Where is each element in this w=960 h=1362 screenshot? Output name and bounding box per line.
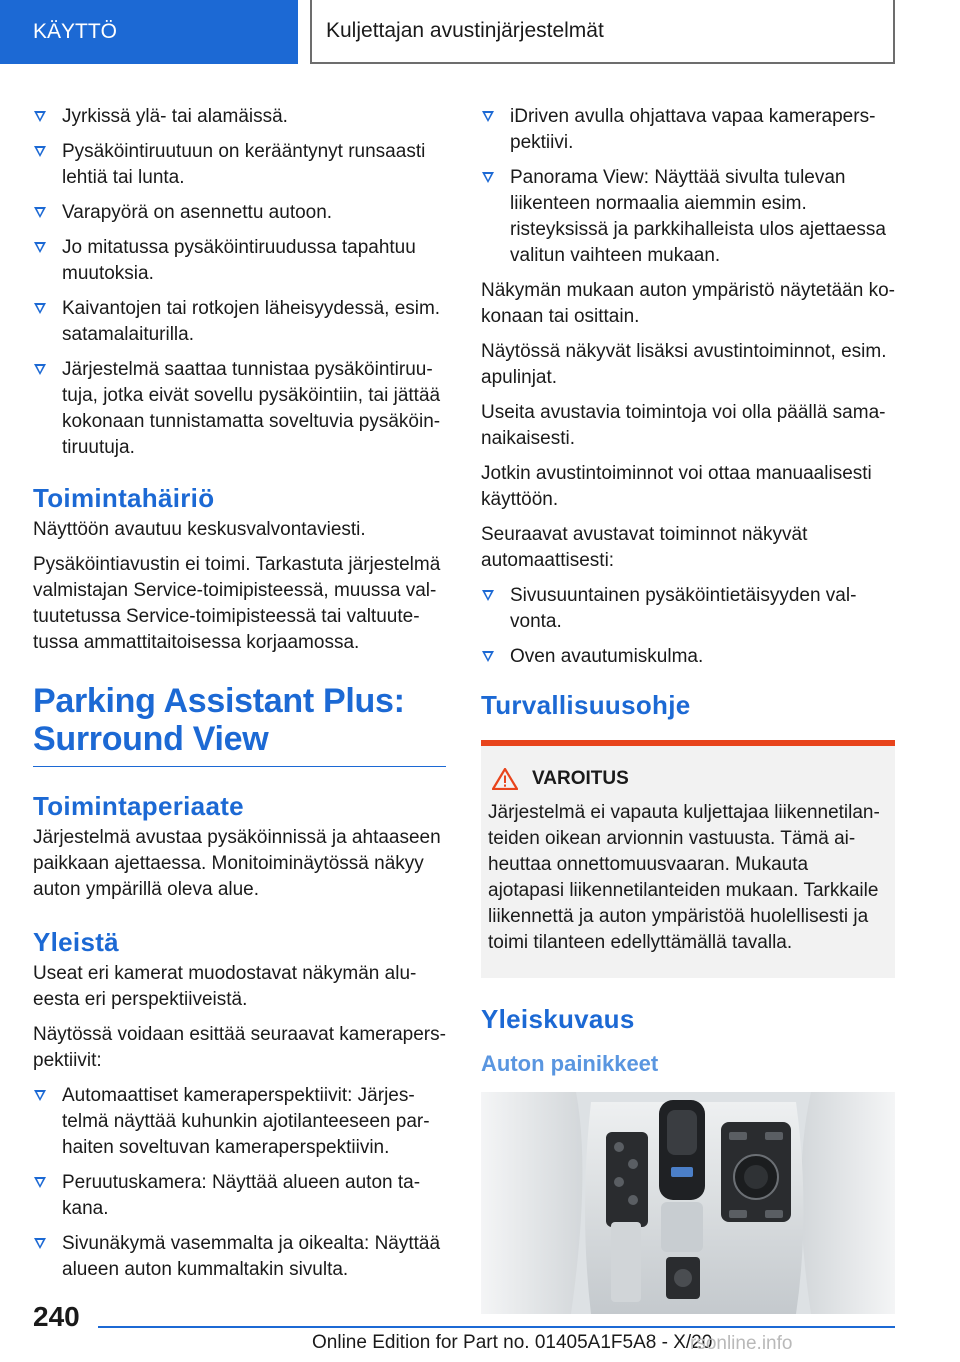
principle-text: Järjestelmä avustaa pysäköinnissä ja ahtaaseen paikkaan ajettaessa. Monitoiminäytössä näkyy auton ympärillä oleva alue. — [33, 827, 441, 900]
principle-heading: Toimintaperiaate — [33, 791, 244, 821]
warning-triangle-icon — [492, 768, 518, 790]
malfunction-heading: Toimintahäiriö — [33, 483, 215, 513]
list-item — [33, 357, 446, 461]
malfunction-text-1: Näyttöön avautuu keskusvalvontaviesti. — [33, 519, 366, 540]
buttons-heading: Auton painikkeet — [481, 1051, 659, 1076]
section-heading: Parking Assistant Plus: Surround View — [33, 682, 446, 767]
bullet-triangle-icon — [482, 111, 494, 122]
bullet-triangle-icon — [34, 364, 46, 375]
left-column — [33, 104, 446, 1292]
bullet-text: Varapyörä on asennettu autoon. — [62, 202, 333, 223]
right-text-3: Useita avustavia toimintoja voi olla päällä samanaikaisesti. — [481, 402, 886, 449]
right-text-2: Näytössä näkyvät lisäksi avustintoiminnot, esim. apulinjat. — [481, 341, 887, 388]
list-item — [33, 235, 446, 287]
safety-heading: Turvallisuusohje — [481, 690, 691, 720]
general-heading: Yleistä — [33, 927, 119, 957]
bullet-list-conditions — [33, 104, 446, 461]
bullet-triangle-icon — [34, 111, 46, 122]
bullet-triangle-icon — [34, 1177, 46, 1188]
bullet-text: Sivunäkymä vasemmalta ja oikealta: Näyttää alueen auton kummaltakin sivulta. — [62, 1233, 441, 1280]
bullet-list-perspectives-cont — [481, 104, 895, 269]
footer-edition: Online Edition for Part no. 01405A1F5A8 - X/20 — [312, 1332, 713, 1353]
list-item — [33, 139, 446, 191]
list-item — [481, 583, 895, 635]
list-item — [33, 200, 446, 226]
right-text-1: Näkymän mukaan auton ympäristö näytetään kokonaan tai osittain. — [481, 280, 895, 327]
bullet-text: Automaattiset kameraperspektiivit: Järjestelmä näyttää kuhunkin ajotilanteeseen parhaiten soveltuvan kameraperspektiivin. — [62, 1085, 430, 1158]
list-item — [33, 1231, 446, 1283]
bullet-triangle-icon — [34, 146, 46, 157]
page-number: 240 — [33, 1301, 80, 1332]
bullet-text: Kaivantojen tai rotkojen läheisyydessä, esim. satamalaiturilla. — [62, 298, 441, 345]
bullet-text: Oven avautumiskulma. — [510, 646, 704, 667]
bullet-list-auto-functions — [481, 583, 895, 670]
malfunction-text-2: Pysäköintiavustin ei toimi. Tarkastuta järjestelmä valmistajan Service-toimipisteessä, muussa valtuutetussa Service-toimipisteessä tai valtuutetussa ammattitaitoisessa korjaamossa. — [33, 554, 441, 653]
right-text-5: Seuraavat avustavat toiminnot näkyvät automaattisesti: — [481, 524, 808, 571]
bullet-text: Sivusuuntainen pysäköintietäisyyden valvonta. — [510, 585, 857, 632]
warning-box — [481, 740, 895, 978]
general-text-2: Näytössä voidaan esittää seuraavat kameraperspektiivit: — [33, 1024, 446, 1071]
bullet-triangle-icon — [482, 590, 494, 601]
bullet-triangle-icon — [34, 303, 46, 314]
bullet-triangle-icon — [482, 172, 494, 183]
bullet-triangle-icon — [34, 242, 46, 253]
warning-title-row — [492, 766, 885, 792]
bullet-text: Pysäköintiruutuun on kerääntynyt runsaasti lehtiä tai lunta. — [62, 141, 426, 188]
right-text-4: Jotkin avustintoiminnot voi ottaa manuaalisesti käyttöön. — [481, 463, 872, 510]
bullet-text: Järjestelmä saattaa tunnistaa pysäköintiruutuja, jotka eivät sovellu pysäköintiin, tai jättää kokonaan tunnistamatta soveltuvia pysäköintiruutuja. — [62, 359, 441, 458]
bullet-text: Jyrkissä ylä- tai alamäissä. — [62, 106, 288, 127]
list-item — [33, 1083, 446, 1161]
chapter-header — [311, 0, 895, 64]
list-item — [481, 644, 895, 670]
bullet-text: Panorama View: Näyttää sivulta tulevan liikenteen normaalia aiemmin esim. risteyksissä ja parkkihalleista ulos ajettaessa valitun vaihteen mukaan. — [510, 167, 886, 266]
list-item — [33, 1170, 446, 1222]
warning-text: Järjestelmä ei vapauta kuljettajaa liikennetilanteiden oikean arvionnin vastuusta. Tämä aiheuttaa onnettomuusvaaran. Mukauta ajotapasi liikennetilanteiden mukaan. Tarkkaile liikennettä ja auton ympäristöä huolellisesti ja toimi tilanteen edellyttämällä tavalla. — [488, 802, 880, 953]
center-console-photo — [481, 1092, 895, 1314]
bullet-list-perspectives — [33, 1083, 446, 1283]
list-item — [481, 104, 895, 156]
bullet-triangle-icon — [34, 1238, 46, 1249]
list-item — [33, 296, 446, 348]
right-column — [481, 104, 895, 1314]
general-text-1: Useat eri kamerat muodostavat näkymän alueesta eri perspektiiveistä. — [33, 963, 417, 1010]
section-tab — [0, 0, 298, 64]
bullet-text: Peruutuskamera: Näyttää alueen auton takana. — [62, 1172, 421, 1219]
footer-rule — [98, 1326, 895, 1328]
list-item — [33, 104, 446, 130]
overview-heading: Yleiskuvaus — [481, 1004, 635, 1034]
bullet-triangle-icon — [482, 651, 494, 662]
bullet-text: Jo mitatussa pysäköintiruudussa tapahtuu muutoksia. — [62, 237, 416, 284]
console-illustration — [481, 1092, 895, 1314]
warning-title: VAROITUS — [532, 768, 629, 789]
bullet-triangle-icon — [34, 1090, 46, 1101]
footer-watermark: rsonline.info — [690, 1333, 793, 1354]
section-label: KÄYTTÖ — [33, 20, 118, 43]
list-item — [481, 165, 895, 269]
bullet-triangle-icon — [34, 207, 46, 218]
chapter-title: Kuljettajan avustinjärjestelmät — [326, 19, 604, 42]
bullet-text: iDriven avulla ohjattava vapaa kameraperspektiivi. — [510, 106, 876, 153]
